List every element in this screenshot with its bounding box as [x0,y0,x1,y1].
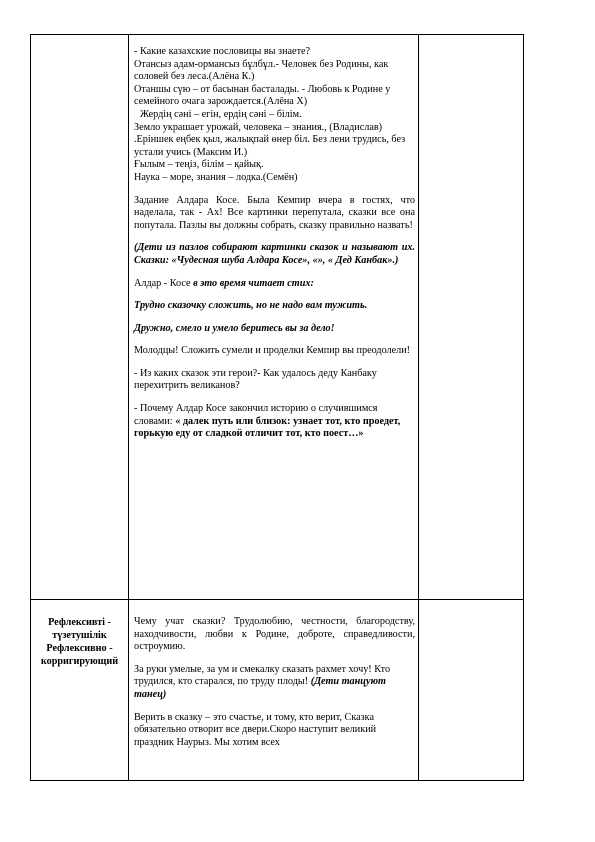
notes-cell-empty [419,35,524,600]
table-row [31,600,524,781]
proverbs-question: - Какие казахские пословицы вы знаете? [134,46,311,57]
stage-label-cell [31,600,129,781]
lesson-plan-table [30,34,524,781]
aldar-reads-verse: Алдар - Косе в это время читает стих: [134,277,314,289]
proverb-3-ru: Земло украшает урожай, человека – знания., (Владислав) .Еріншек еңбек қыл, жалықпай өнер біл. Без лени трудись, без устали учись (Максим И.) [134,121,406,158]
proverb-4-ru: Наука – море, знания – лодка.(Семён) [134,171,298,183]
verse-line-1: Трудно сказочку сложить, но не надо вам тужить. [134,300,368,312]
notes-cell-empty [419,600,524,781]
believe-text: Верить в сказку – это счастье, и тому, кто верит, Сказка обязательно отворит все двери.Скоро наступит великий праздник Наурыз. Мы хотим всех [134,711,377,748]
question-ending: - Почему Алдар Косе закончил историю о случившимся словами: « далек путь или близок: узнает тот, кто проедет, горькую еду от сладкой отличит тот, кто поест…» [134,403,401,440]
reflection-content-cell [129,600,419,781]
proverb-3-kz: Жердің сәні – егін, ердің сәні – білім. [140,108,302,120]
praise-text: Молодцы! Сложить сумели и проделки Кемпир вы преодолели! [134,345,411,357]
thanks-text: За руки умелые, за ум и смекалку сказать рахмет хочу! Кто трудился, кто старался, по труду плоды! (Дети танцуют танец) [134,663,391,700]
question-heroes: - Из каких сказок эти герои?- Как удалось деду Канбаку перехитрить великанов? [134,367,377,392]
proverb-2: Отаншы сүю – от басынан басталады. - Любовь к Родине у семейного очага зарождается.(Алёна Х) [134,83,391,108]
stage-label-ru: Рефлексивно - корригирующий [40,643,119,667]
verse-line-2: Дружно, смело и умело беритесь вы за дело! [134,322,335,334]
proverb-4-kz: Ғылым – теңіз, білім – қайық. [134,159,264,171]
proverb-1: Отансыз адам-ормансыз бұлбұл.- Человек без Родины, как соловей без леса.(Алёна К.) [134,58,389,83]
aldar-task: Задание Алдара Косе. Была Кемпир вчера в гостях, что наделала, так - Ах! Все картинки перепутала, сказки все она попутала. Пазлы вы должны собрать, сказку правильно назвать! [134,194,415,231]
puzzle-instruction: (Дети из пазлов собирают картинки сказок и называют их. Сказки: «Чудесная шуба Алдара Косе», «», « Дед Канбак».) [134,242,415,266]
fairy-tales-teach: Чему учат сказки? Трудолюбию, честности, благородству, находчивости, любви к Родине, доброте, справедливости, остроумию. [134,616,415,653]
content-cell [129,35,419,600]
table-row [31,35,524,600]
stage-label-kz: Рефлексивті - түзетушілік [48,617,111,641]
stage-cell-empty [31,35,129,600]
